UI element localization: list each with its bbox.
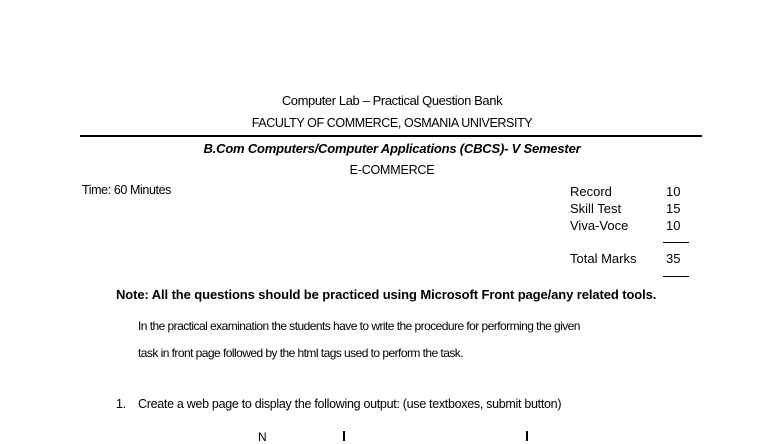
header-divider: [80, 135, 702, 137]
note-text: Note: All the questions should be practiced using Microsoft Front page/any related tools.: [116, 287, 657, 302]
total-marks-row: [570, 251, 686, 266]
marks-breakdown: [570, 183, 686, 234]
course-heading: B.Com Computers/Computer Applications (CBCS)- V Semester: [203, 141, 581, 156]
cutoff-form-label: N: [258, 430, 267, 444]
marks-value: 15: [666, 201, 681, 216]
question-item: [116, 397, 561, 411]
subject-heading: E-COMMERCE: [349, 163, 435, 177]
form-field-edge: [343, 431, 345, 441]
marks-label: Skill Test: [570, 201, 622, 216]
marks-row-viva-voce: [570, 217, 686, 234]
marks-label: Viva-Voce: [570, 218, 629, 233]
marks-value: 10: [666, 184, 681, 199]
time-duration: Time: 60 Minutes: [82, 183, 172, 197]
total-underline: [663, 276, 689, 277]
question-number: 1.: [116, 397, 126, 411]
instruction-line: task in front page followed by the html tags used to perform the task.: [138, 346, 464, 360]
marks-label: Record: [570, 184, 612, 199]
question-text: Create a web page to display the following output: (use textboxes, submit button): [138, 397, 562, 411]
total-marks-label: Total Marks: [570, 251, 637, 266]
marks-row-record: [570, 183, 686, 200]
instruction-line: In the practical examination the students have to write the procedure for performing the given: [138, 319, 580, 333]
marks-row-skill-test: [570, 200, 686, 217]
marks-value: 10: [666, 218, 681, 233]
form-field-edge: [526, 431, 528, 441]
faculty-heading: FACULTY OF COMMERCE, OSMANIA UNIVERSITY: [251, 116, 533, 130]
marks-sum-line: [663, 242, 689, 243]
total-marks-value: 35: [666, 251, 681, 266]
document-title: Computer Lab – Practical Question Bank: [281, 93, 503, 108]
